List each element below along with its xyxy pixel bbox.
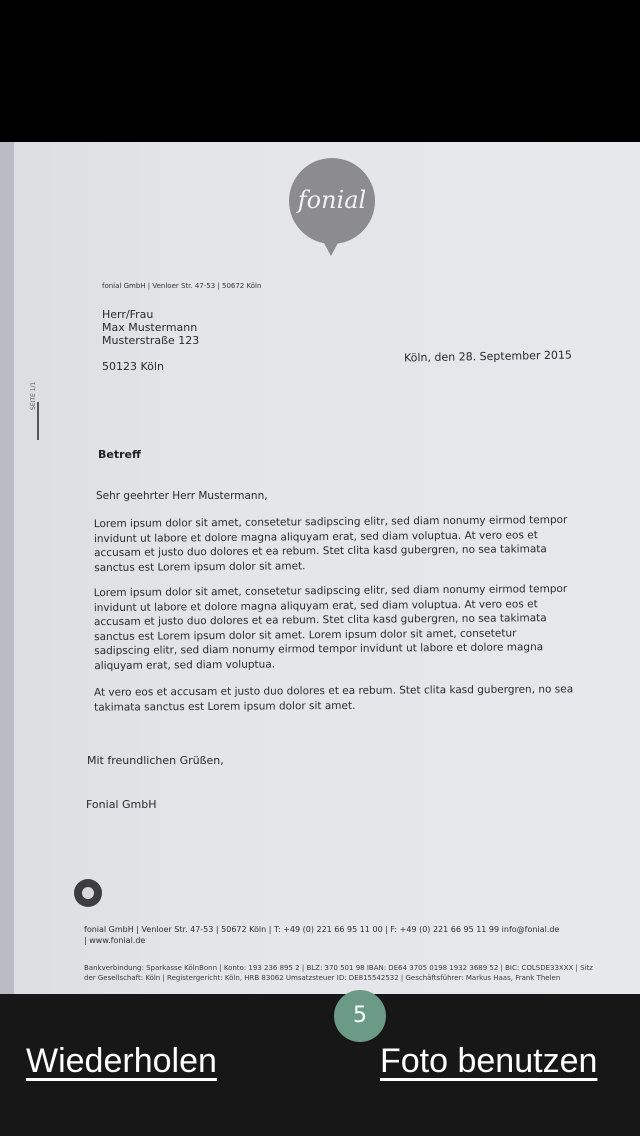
- camera-top-bar: [0, 0, 640, 142]
- photo-count-badge: 5: [334, 990, 386, 1042]
- letter-date: Köln, den 28. September 2015: [403, 348, 573, 365]
- letter-greeting: Sehr geehrter Herr Mustermann,: [96, 490, 268, 502]
- page-label: SEITE 1/1: [30, 381, 37, 410]
- body-paragraph: Lorem ipsum dolor sit amet, consetetur sadipscing elitr, sed diam nonumy eirmod tempor invidunt ut labore et dolore magna aliquyam erat, sed diam voluptua. At vero eos et accusam et justo duo dolores et ea rebum. Stet clita kasd gubergren, no sea takimata sanctus est Lorem ipsum dolor sit amet. Lorem ipsum dolor sit amet, consetetur sadipscing elitr, sed diam nonumy eirmod tempor invidunt ut labore et dolore magna aliquyam erat, sed diam voluptua.: [93, 582, 568, 672]
- recipient-street: Musterstraße 123: [102, 334, 200, 347]
- letter-paper: [14, 142, 640, 994]
- letter-closing: Mit freundlichen Grüßen,: [87, 754, 224, 767]
- document-photo: [0, 142, 640, 994]
- letter-subject: Betreff: [98, 448, 141, 461]
- footer-contact: fonial GmbH | Venloer Str. 47-53 | 50672 Köln | T: +49 (0) 221 66 95 11 00 | F: +49 (0) 221 66 95 11 99 info@fonial.de | www.fonial.de: [84, 925, 560, 945]
- body-paragraph: Lorem ipsum dolor sit amet, consetetur sadipscing elitr, sed diam nonumy eirmod tempor invidunt ut labore et dolore magna aliquyam erat, sed diam voluptua. At vero eos et accusam et justo duo dolores et ea rebum. Stet clita kasd gubergren, no sea takimata sanctus est Lorem ipsum dolor sit amet.: [93, 513, 568, 574]
- use-photo-button[interactable]: Foto benutzen: [380, 1042, 598, 1080]
- fold-mark: [37, 402, 39, 440]
- recipient-salutation: Herr/Frau: [102, 308, 154, 321]
- retake-button[interactable]: Wiederholen: [26, 1042, 217, 1080]
- letter-signature: Fonial GmbH: [86, 798, 157, 811]
- body-paragraph: At vero eos et accusam et justo duo dolores et ea rebum. Stet clita kasd gubergren, no sea takimata sanctus est Lorem ipsum dolor sit amet.: [93, 683, 574, 714]
- recipient-city: 50123 Köln: [102, 360, 164, 373]
- paper-edge: [0, 142, 14, 994]
- footer-bank: Bankverbindung: Sparkasse KölnBonn | Konto: 193 236 895 2 | BLZ: 370 501 98 IBAN: DE64 3705 0198 1932 3689 52 | BIC: COLSDE33XXX | Sitz der Gesellschaft: Köln | Registergericht: Köln, HRB 83062 Umsatzsteuer ID: DE815542532 | Geschäftsführer: Markus Haas, Frank Thelen: [84, 964, 593, 982]
- recipient-name: Max Mustermann: [102, 321, 198, 334]
- logo-pin-tip: [317, 230, 345, 256]
- recipient-address: [102, 308, 199, 347]
- logo-text: fonial: [297, 186, 367, 214]
- sender-line: fonial GmbH | Venloer Str. 47-53 | 50672 Köln: [102, 282, 262, 290]
- location-pin-hole: [82, 887, 94, 899]
